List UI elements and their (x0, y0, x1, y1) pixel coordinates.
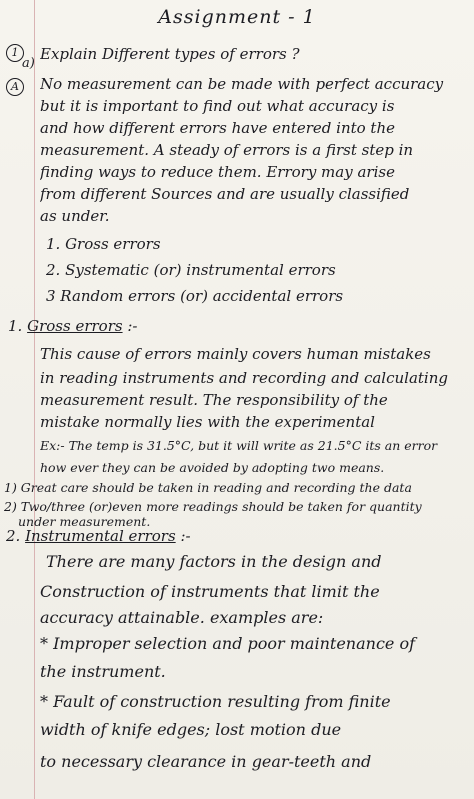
error-type-item: 3 Random errors (or) accidental errors (46, 287, 344, 305)
instrumental-line: the instrument. (40, 662, 166, 681)
heading-number: 2. (6, 527, 21, 545)
instrumental-errors-heading (6, 526, 470, 546)
gross-errors-heading (8, 316, 470, 336)
heading-suffix: :- (180, 527, 191, 545)
paragraph-line: but it is important to find out what accuracy is (40, 97, 395, 115)
error-type-item: 2. Systematic (or) instrumental errors (46, 261, 336, 279)
instrumental-line: * Fault of construction resulting from finite (40, 692, 391, 711)
gross-line: under measurement. (18, 514, 151, 529)
gross-line: in reading instruments and recording and calculating (40, 369, 448, 387)
instrumental-line: accuracy attainable. examples are: (40, 608, 324, 627)
gross-line: 2) Two/three (or)even more readings should be taken for quantity (4, 499, 422, 514)
gross-line: Ex:- The temp is 31.5°C, but it will write as 21.5°C its an error (40, 438, 438, 453)
answer-marker: A (6, 78, 24, 96)
heading-suffix: :- (127, 317, 138, 335)
question-number: 1 (6, 44, 24, 62)
margin-line (34, 0, 35, 799)
paragraph-line: No measurement can be made with perfect accuracy (40, 75, 444, 93)
heading-text: Instrumental errors (25, 527, 176, 545)
error-type-item: 1. Gross errors (46, 235, 161, 253)
page-title: Assignment - 1 (158, 6, 316, 28)
paragraph-line: and how different errors have entered into the (40, 119, 395, 137)
paragraph-line: finding ways to reduce them. Errory may arise (40, 163, 395, 181)
instrumental-line: There are many factors in the design and (46, 552, 382, 571)
instrumental-line: * Improper selection and poor maintenance of (40, 634, 416, 653)
instrumental-line: width of knife edges; lost motion due (40, 720, 342, 739)
instrumental-line: to necessary clearance in gear-teeth and (40, 752, 372, 771)
question-sub-marker: a) (22, 56, 35, 71)
heading-number: 1. (8, 317, 23, 335)
gross-line: mistake normally lies with the experimental (40, 413, 375, 431)
gross-line: This cause of errors mainly covers human mistakes (40, 345, 431, 363)
paragraph-line: measurement. A steady of errors is a first step in (40, 141, 414, 159)
gross-line: measurement result. The responsibility of the (40, 391, 388, 409)
heading-text: Gross errors (27, 317, 123, 335)
gross-line: 1) Great care should be taken in reading and recording the data (4, 480, 412, 495)
gross-line: how ever they can be avoided by adopting two means. (40, 460, 385, 475)
paragraph-line: as under. (40, 207, 110, 225)
paragraph-line: from different Sources and are usually classified (40, 185, 410, 203)
question-text: Explain Different types of errors ? (40, 45, 300, 63)
instrumental-line: Construction of instruments that limit the (40, 582, 380, 601)
